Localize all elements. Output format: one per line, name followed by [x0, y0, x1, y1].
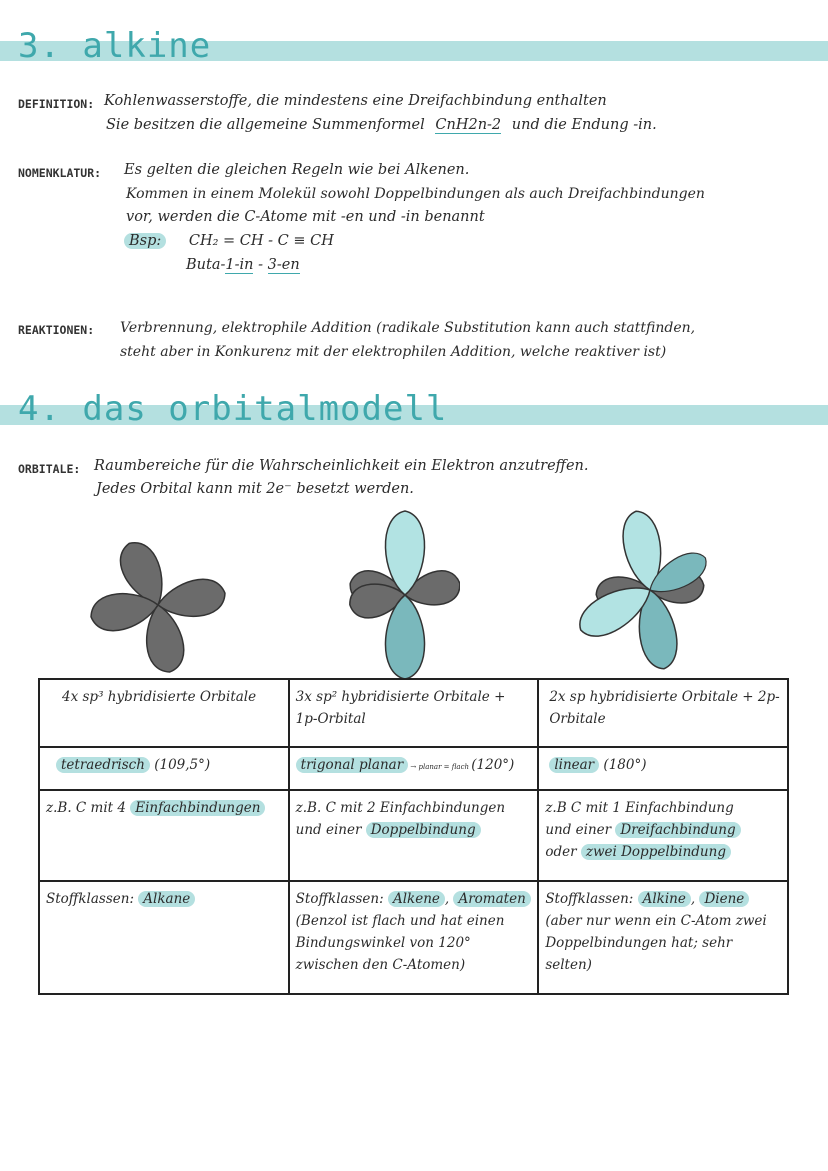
example-name-part-1: 1-in: [225, 257, 254, 273]
orbital-sp-illustration: [570, 500, 730, 680]
example-row: [124, 233, 334, 249]
example-name-separator: -: [253, 257, 268, 273]
cell-sp2-description: 3x sp² hybridisierte Orbitale + 1p-Orbital: [289, 679, 539, 747]
table-row: [39, 747, 788, 790]
cell-sp3-classes: [39, 881, 289, 994]
sp3-example-prefix: z.B. C mit 4: [46, 800, 131, 816]
cell-sp3-geometry: [39, 747, 289, 790]
cell-sp3-description: 4x sp³ hybridisierte Orbitale: [39, 679, 289, 747]
orbitale-line-2: Jedes Orbital kann mit 2e⁻ besetzt werden.: [96, 481, 414, 497]
sp3-example-highlight: Einfachbindungen: [130, 800, 265, 816]
sp-classes-note: (aber nur wenn ein C-Atom zwei Doppelbindungen hat; sehr selten): [545, 913, 767, 973]
example-name-part-2: 3-en: [267, 257, 300, 273]
nomenklatur-label: NOMENKLATUR:: [18, 166, 102, 180]
sp-classes-line: [545, 888, 781, 910]
sp2-classes-line: [296, 888, 532, 910]
nomenklatur-line-2: Kommen in einem Molekül sowohl Doppelbindungen als auch Dreifachbindungen: [126, 186, 705, 202]
sp2-classes-note: (Benzol ist flach und hat einen Bindungswinkel von 120° zwischen den C-Atomen): [295, 913, 505, 973]
geometry-trigonal-planar: trigonal planar: [296, 757, 409, 773]
definition-line-2-suffix: und die Endung -in.: [511, 117, 657, 133]
sp-classes-prefix: Stoffklassen:: [545, 891, 638, 907]
sp-example-highlight-2: zwei Doppelbindung: [581, 844, 731, 860]
definition-line-2-prefix: Sie besitzen die allgemeine Summenformel: [106, 117, 425, 133]
orbital-sp2-illustration: [330, 505, 460, 680]
cell-sp-description: 2x sp hybridisierte Orbitale + 2p-Orbitale: [538, 679, 788, 747]
definition-label: DEFINITION:: [18, 97, 95, 111]
angle-109: (109,5°): [149, 757, 211, 773]
sp2-example-line-1: z.B. C mit 2 Einfachbindungen: [295, 800, 506, 816]
nomenklatur-line-1: Es gelten die gleichen Regeln wie bei Alkenen.: [124, 162, 470, 178]
class-alkine: Alkine: [638, 891, 691, 907]
section-title-alkine: 3. alkine: [18, 26, 212, 66]
sp2-classes-prefix: Stoffklassen:: [295, 891, 388, 907]
cell-sp-example: [538, 790, 788, 881]
sp-example-highlight-1: Dreifachbindung: [615, 822, 740, 838]
sp-example-prefix: und einer: [545, 822, 616, 838]
reaktionen-line-1: Verbrennung, elektrophile Addition (radikale Substitution kann auch stattfinden,: [120, 320, 696, 336]
table-row: [39, 679, 788, 747]
planar-note: → planar = flach: [408, 763, 472, 771]
example-name-prefix: Buta-: [186, 257, 226, 273]
class-alkane: Alkane: [138, 891, 195, 907]
bsp-label: Bsp:: [124, 233, 166, 249]
geometry-tetraedrisch: tetraedrisch: [56, 757, 150, 773]
sp2-example-line-2: [296, 819, 532, 841]
orbitale-line-1: Raumbereiche für die Wahrscheinlichkeit ein Elektron anzutreffen.: [94, 458, 589, 474]
table-row: [39, 790, 788, 881]
geometry-linear: linear: [549, 757, 599, 773]
definition-line-2: [106, 117, 657, 133]
sp-example-line-3: [545, 841, 781, 863]
class-diene: Diene: [699, 891, 749, 907]
hybridization-table: [38, 678, 789, 995]
sp-classes-comma: ,: [690, 891, 700, 907]
nomenklatur-line-3: vor, werden die C-Atome mit -en und -in benannt: [126, 209, 485, 225]
sp-example-oder: oder: [545, 844, 581, 860]
example-name: [186, 257, 300, 273]
example-formula: CH₂ = CH - C ≡ CH: [188, 233, 334, 249]
orbital-sp3-illustration: [70, 525, 240, 685]
reaktionen-line-2: steht aber in Konkurenz mit der elektrophilen Addition, welche reaktiver ist): [120, 344, 667, 360]
class-alkene: Alkene: [388, 891, 445, 907]
cell-sp-classes: [538, 881, 788, 994]
sp2-example-prefix: und einer: [295, 822, 366, 838]
angle-120: (120°): [471, 757, 515, 773]
cell-sp2-example: [289, 790, 539, 881]
definition-line-1: Kohlenwasserstoffe, die mindestens eine Dreifachbindung enthalten: [104, 93, 607, 109]
section-title-orbitalmodell: 4. das orbitalmodell: [18, 389, 448, 429]
sp-example-line-1: z.B C mit 1 Einfachbindung: [545, 800, 734, 816]
reaktionen-label: REAKTIONEN:: [18, 323, 95, 337]
table-row: [39, 881, 788, 994]
sp2-classes-comma: ,: [444, 891, 454, 907]
cell-sp2-geometry: [289, 747, 539, 790]
cell-sp3-example: [39, 790, 289, 881]
sp2-example-highlight: Doppelbindung: [366, 822, 481, 838]
general-formula: CnH2n-2: [435, 117, 502, 133]
cell-sp-geometry: [538, 747, 788, 790]
class-aromaten: Aromaten: [453, 891, 530, 907]
angle-180: (180°): [599, 757, 647, 773]
cell-sp2-classes: [289, 881, 539, 994]
sp3-classes-prefix: Stoffklassen:: [46, 891, 139, 907]
orbitale-label: ORBITALE:: [18, 462, 81, 476]
sp-example-line-2: [545, 819, 781, 841]
